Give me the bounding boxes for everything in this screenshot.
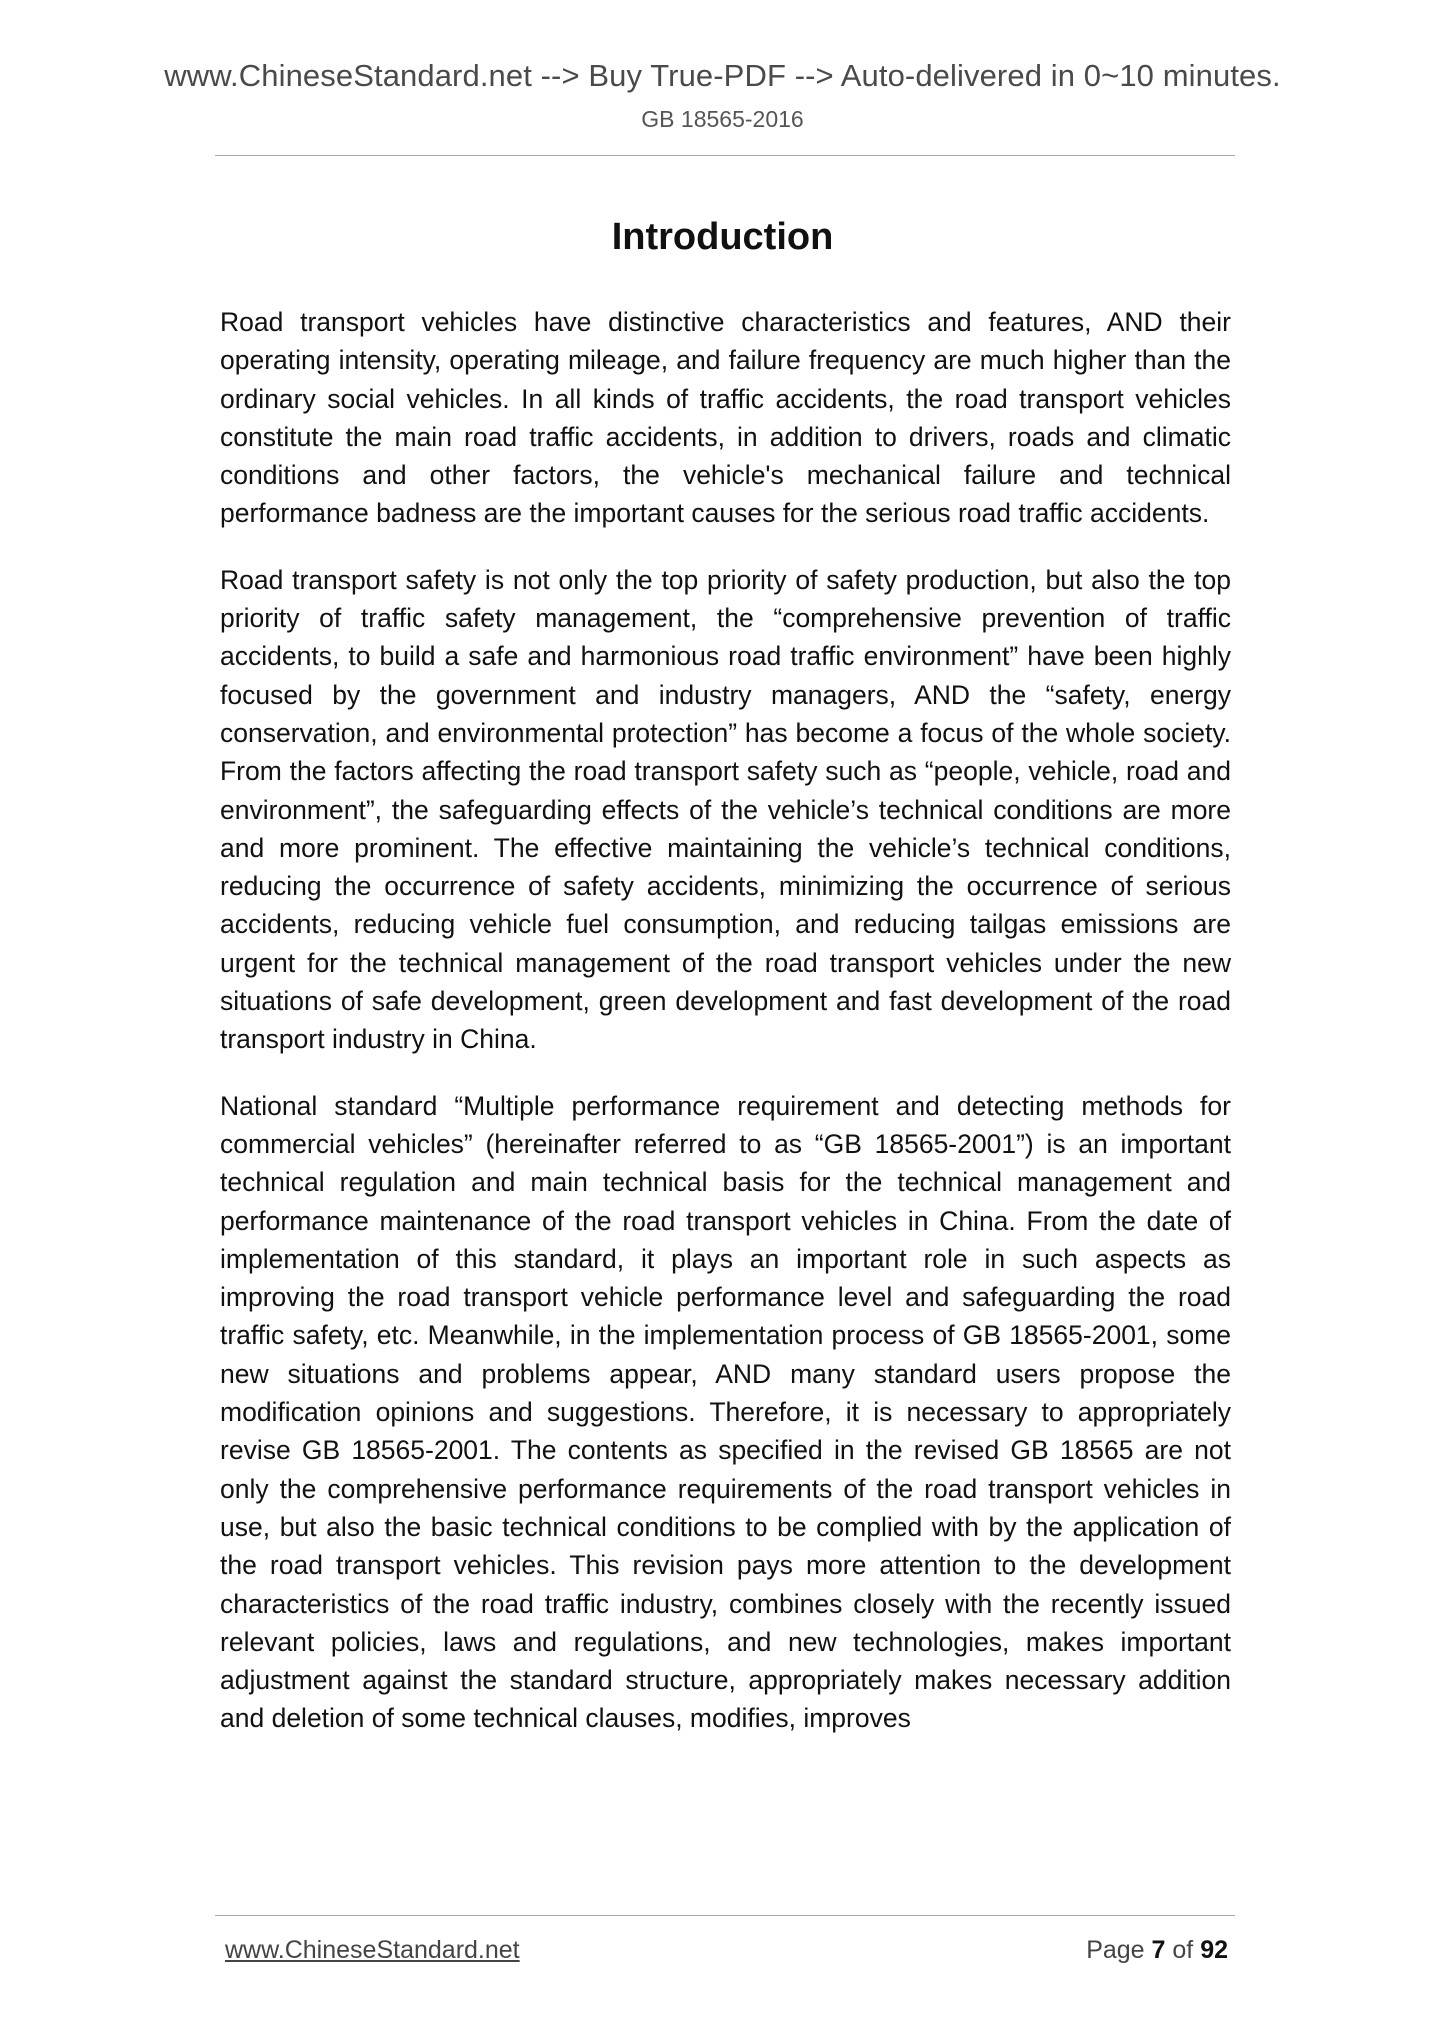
header-banner: www.ChineseStandard.net --> Buy True-PDF --> Auto-delivered in 0~10 minutes.	[164, 58, 1281, 93]
header-divider	[215, 155, 1235, 156]
page-number: 7	[1151, 1936, 1166, 1964]
paragraph-1: Road transport vehicles have distinctive characteristics and features, AND their operating intensity, operating mileage, and failure frequency are much higher than the ordinary social vehicles. In all kinds of traffic accidents, the road transport vehicles constitute the main road traffic accidents, in addition to drivers, roads and climatic conditions and other factors, the vehicle's mechanical failure and technical performance badness are the important causes for the serious road traffic accidents.	[220, 307, 1231, 529]
standard-code: GB 18565-2016	[641, 106, 804, 132]
footer-divider	[215, 1915, 1235, 1916]
page-total: 92	[1200, 1936, 1228, 1964]
footer-site-link[interactable]: www.ChineseStandard.net	[225, 1936, 520, 1964]
page-indicator	[1086, 1936, 1228, 1965]
page-title: Introduction	[611, 216, 834, 258]
paragraph-3: National standard “Multiple performance requirement and detecting methods for commercial vehicles” (hereinafter referred to as “GB 18565-2001”) is an important technical regulation and main technical basis for the technical management and performance maintenance of the road transport vehicles in China. From the date of implementation of this standard, it plays an important role in such aspects as improving the road transport vehicle performance level and safeguarding the road traffic safety, etc. Meanwhile, in the implementation process of GB 18565-2001, some new situations and problems appear, AND many standard users propose the modification opinions and suggestions. Therefore, it is necessary to appropriately revise GB 18565-2001. The contents as specified in the revised GB 18565 are not only the comprehensive performance requirements of the road transport vehicles in use, but also the basic technical conditions to be complied with by the application of the road transport vehicles. This revision pays more attention to the development characteristics of the road traffic industry, combines closely with the recently issued relevant policies, laws and regulations, and new technologies, makes important adjustment against the standard structure, appropriately makes necessary addition and deletion of some technical clauses, modifies, improves	[220, 1090, 1231, 1734]
paragraph-2: Road transport safety is not only the top priority of safety production, but also the top priority of traffic safety management, the “comprehensive prevention of traffic accidents, to build a safe and harmonious road traffic environment” have been highly focused by the government and industry managers, AND the “safety, energy conservation, and environmental protection” has become a focus of the whole society. From the factors affecting the road transport safety such as “people, vehicle, road and environment”, the safeguarding effects of the vehicle’s technical conditions are more and more prominent. The effective maintaining the vehicle’s technical conditions, reducing the occurrence of safety accidents, minimizing the occurrence of serious accidents, reducing vehicle fuel consumption, and reducing tailgas emissions are urgent for the technical management of the road transport vehicles under the new situations of safe development, green development and fast development of the road transport industry in China.	[220, 564, 1231, 1055]
document-body	[220, 303, 1231, 1766]
page-prefix: Page	[1086, 1936, 1152, 1964]
page-of: of	[1165, 1936, 1201, 1964]
